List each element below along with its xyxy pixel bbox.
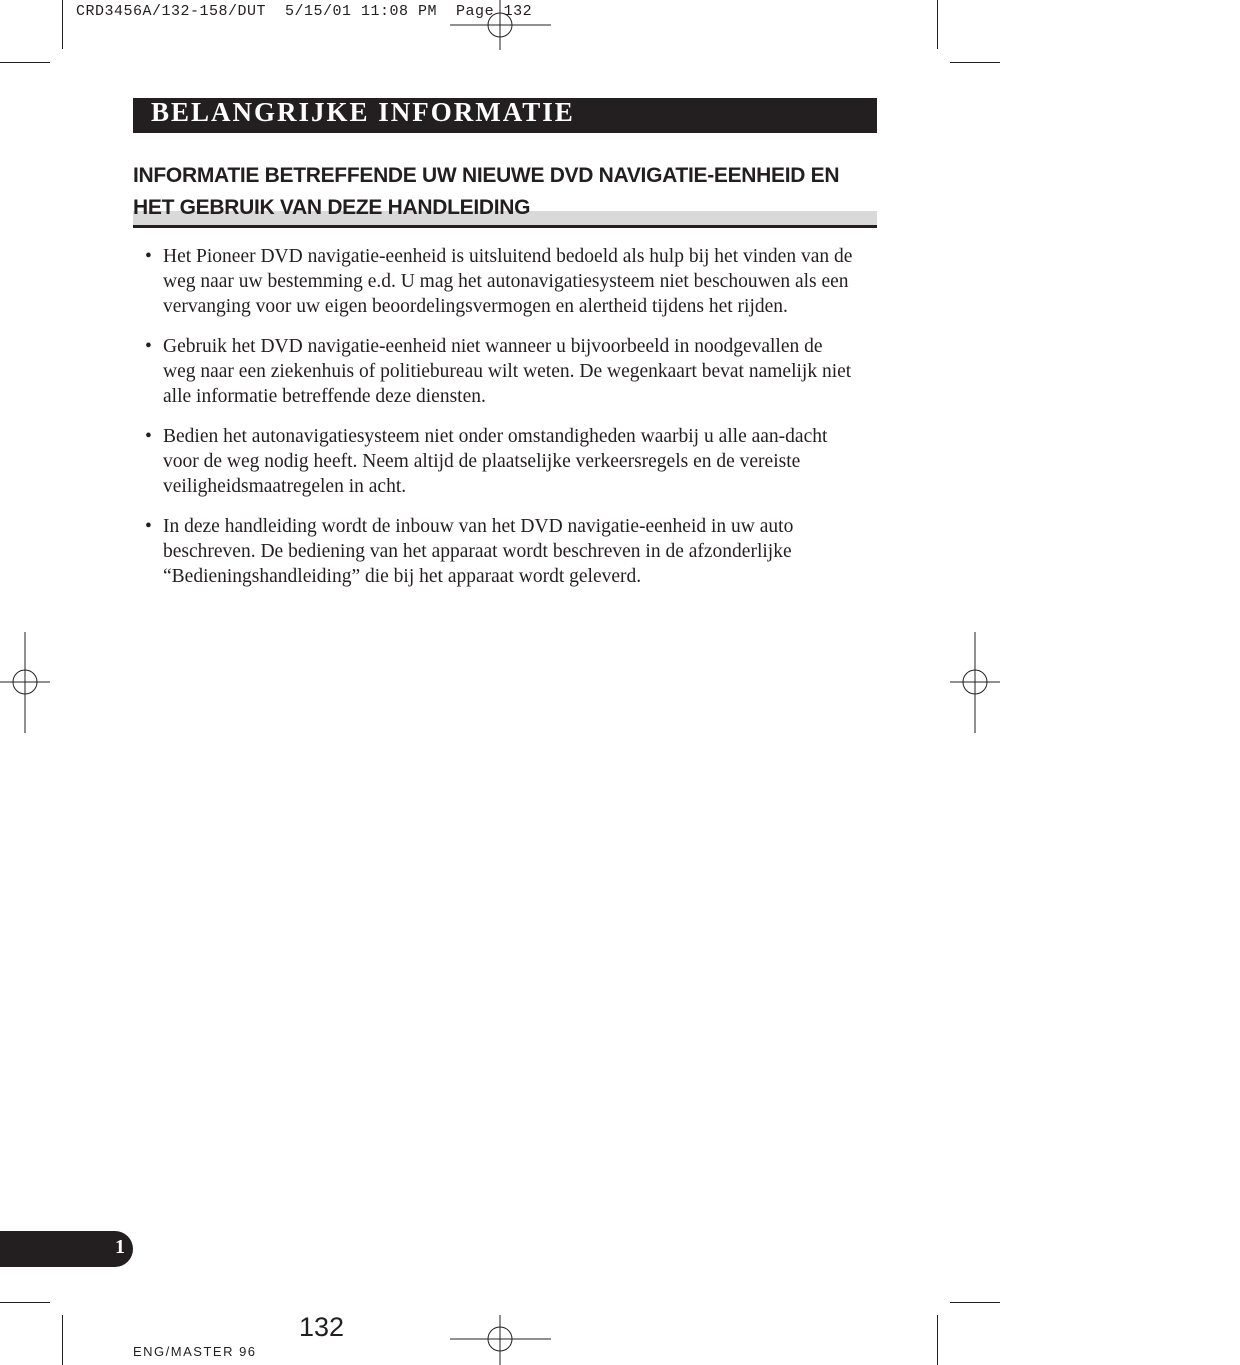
registration-target-icon: [450, 0, 551, 50]
registration-target-icon: [0, 632, 50, 733]
crop-mark: [950, 1302, 1000, 1303]
section-heading: [133, 160, 877, 224]
list-item-text: Bedien het autonavigatiesysteem niet onder omstandigheden waarbij u alle aan-dacht voor de weg nodig heeft. Neem altijd de plaatselijke verkeersregels en de vereiste veiligheidsmaatregelen in acht.: [163, 426, 828, 497]
heading-rule: [133, 225, 877, 228]
information-bullet-list: [133, 244, 853, 604]
page-title: BELANGRIJKE INFORMATIE: [151, 97, 575, 127]
bullet-icon: •: [145, 246, 152, 267]
crop-mark: [0, 1302, 50, 1303]
footer-code: ENG/MASTER 96: [133, 1344, 257, 1359]
section-heading-line: INFORMATIE BETREFFENDE UW NIEUWE DVD NAVIGATIE-EENHEID EN: [133, 164, 840, 187]
page-header-bar: [133, 98, 877, 133]
crop-mark: [62, 0, 63, 49]
page-number: 132: [299, 1312, 345, 1342]
list-item-text: Het Pioneer DVD navigatie-eenheid is uitsluitend bedoeld als hulp bij het vinden van de weg naar uw bestemming e.d. U mag het autonavigatiesysteem niet beschouwen als een vervanging voor uw eigen beoordelingsvermogen en alertheid tijdens het rijden.: [163, 246, 853, 317]
crop-mark: [950, 62, 1000, 63]
list-item: [133, 424, 853, 499]
bullet-icon: •: [145, 516, 152, 537]
section-heading-line: HET GEBRUIK VAN DEZE HANDLEIDING: [133, 196, 531, 219]
list-item-text: In deze handleiding wordt de inbouw van het DVD navigatie-eenheid in uw auto beschreven. De bediening van het apparaat wordt beschreven in de afzonderlijke “Bedieningshandleiding” die bij het apparaat wordt geleverd.: [163, 516, 794, 587]
crop-mark: [0, 62, 50, 63]
bullet-icon: •: [145, 426, 152, 447]
bullet-icon: •: [145, 336, 152, 357]
crop-mark: [937, 0, 938, 49]
list-item: [133, 334, 853, 409]
registration-target-icon: [950, 632, 1000, 733]
print-slug-line: CRD3456A/132-158/DUT 5/15/01 11:08 PM Page 132: [76, 3, 533, 20]
chapter-tab: [0, 1231, 133, 1267]
crop-mark: [937, 1315, 938, 1365]
list-item: [133, 514, 853, 589]
list-item-text: Gebruik het DVD navigatie-eenheid niet wanneer u bijvoorbeeld in noodgevallen de weg naar een ziekenhuis of politiebureau wilt weten. De wegenkaart bevat namelijk niet alle informatie betreffende deze diensten.: [163, 336, 852, 407]
chapter-number: 1: [115, 1236, 125, 1258]
registration-target-icon: [450, 1315, 551, 1365]
crop-mark: [62, 1315, 63, 1365]
list-item: [133, 244, 853, 319]
